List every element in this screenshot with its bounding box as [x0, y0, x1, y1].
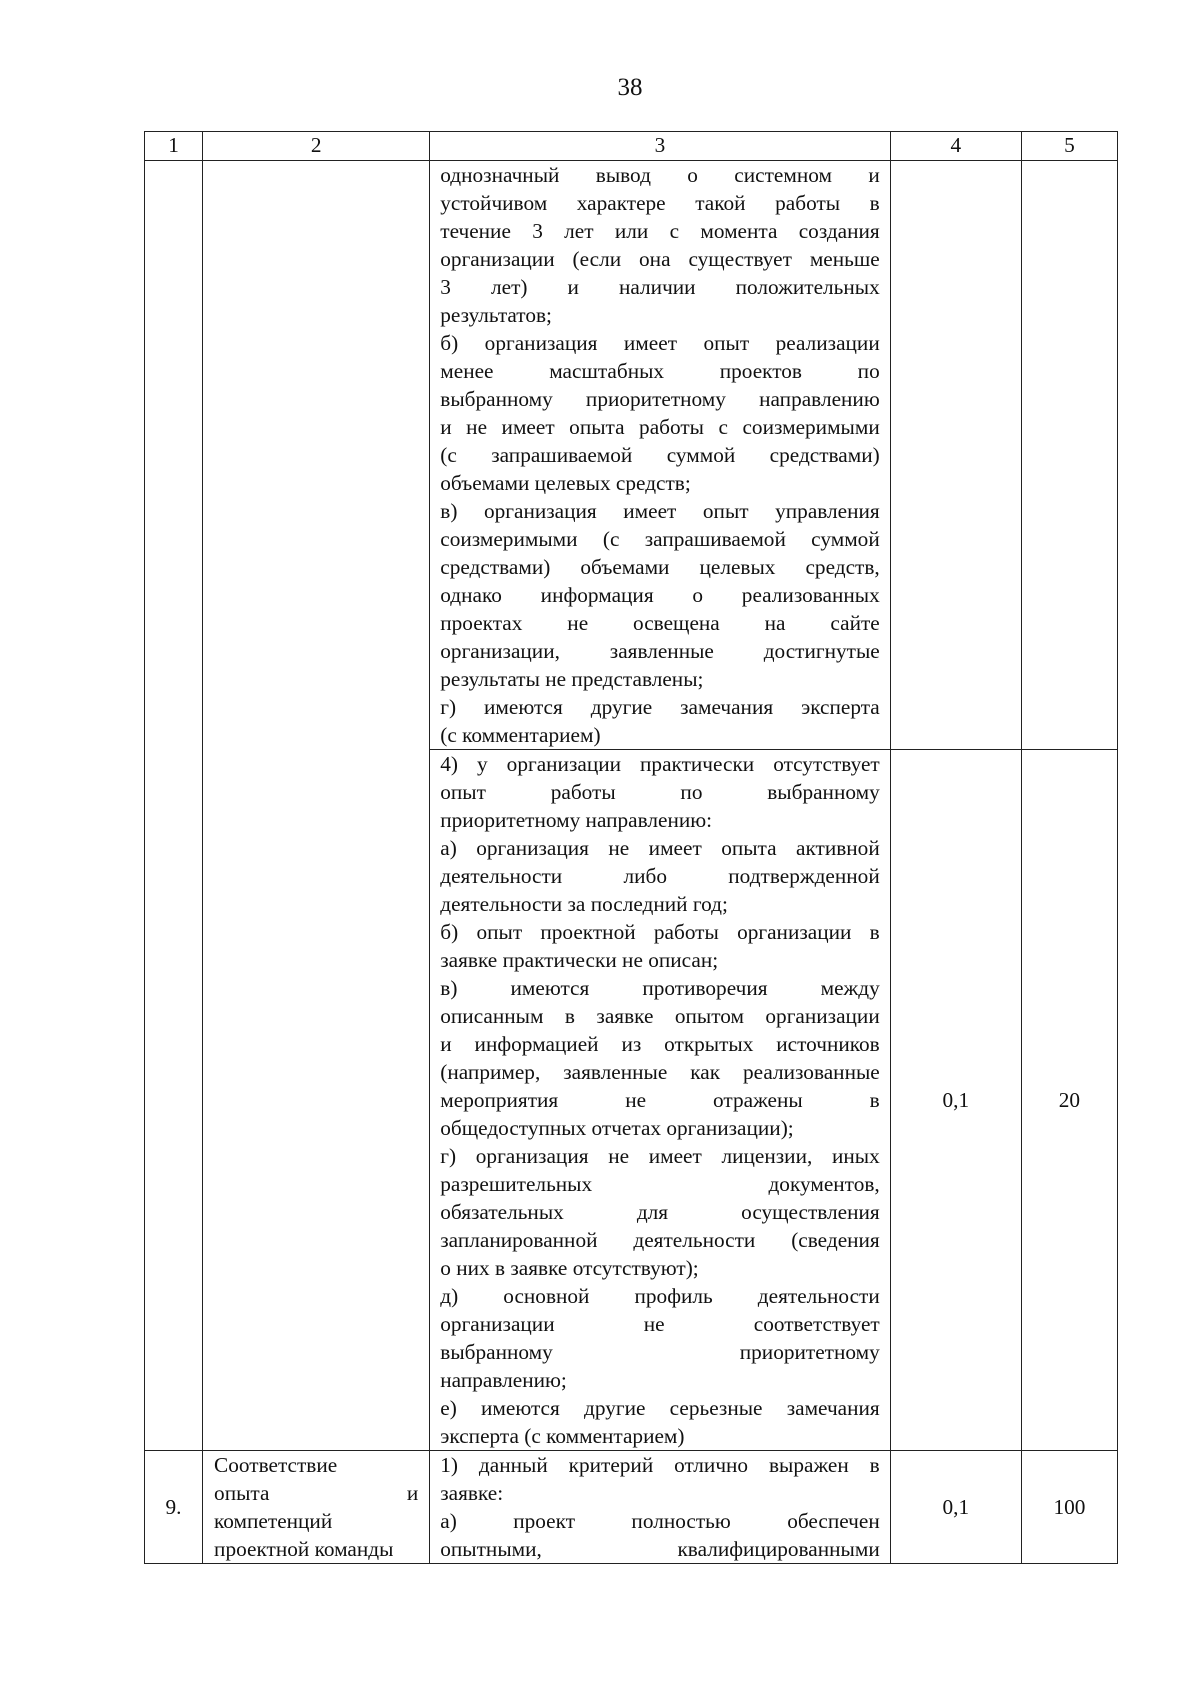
row-8-criterion-cell — [203, 161, 430, 1451]
score-cell-empty — [1021, 161, 1117, 750]
text-line: Соответствие — [214, 1453, 338, 1477]
text-line: разрешительных документов, — [440, 1172, 880, 1196]
text-line: 1) данный критерий отлично выражен в — [440, 1453, 880, 1477]
table-header-row — [145, 132, 1118, 161]
text-line: объемами целевых средств; — [440, 471, 691, 495]
table-row — [145, 161, 1118, 750]
text-line: г) имеются другие замечания эксперта — [440, 695, 880, 719]
header-col-1: 1 — [145, 132, 203, 161]
text-line: течение 3 лет или с момента создания — [440, 219, 880, 243]
criterion-description-cell — [430, 1451, 890, 1564]
text-line: опытными, квалифицированными — [440, 1537, 880, 1561]
text-line: проектах не освещена на сайте — [440, 611, 880, 635]
description-lines — [440, 161, 879, 749]
text-line: а) организация не имеет опыта активной — [440, 836, 880, 860]
text-line: направлению; — [440, 1368, 567, 1392]
text-line: общедоступных отчетах организации); — [440, 1116, 794, 1140]
header-col-4: 4 — [890, 132, 1021, 161]
weight-cell: 0,1 — [890, 1451, 1021, 1564]
header-col-2: 2 — [203, 132, 430, 161]
text-line: деятельности за последний год; — [440, 892, 728, 916]
text-line: организации, заявленные достигнутые — [440, 639, 880, 663]
text-line: (с запрашиваемой суммой средствами) — [440, 443, 880, 467]
criterion-name-lines — [214, 1451, 418, 1563]
text-line: приоритетному направлению: — [440, 808, 713, 832]
text-line: компетенций — [214, 1509, 333, 1533]
text-line: описанным в заявке опытом организации — [440, 1004, 880, 1028]
text-line: в) имеются противоречия между — [440, 976, 880, 1000]
text-line: а) проект полностью обеспечен — [440, 1509, 880, 1533]
text-line: проектной команды — [214, 1537, 394, 1561]
text-line: менее масштабных проектов по — [440, 359, 880, 383]
text-line: выбранному приоритетному — [440, 1340, 880, 1364]
description-lines — [440, 750, 879, 1450]
weight-cell: 0,1 — [890, 750, 1021, 1451]
text-line: д) основной профиль деятельности — [440, 1284, 880, 1308]
score-cell: 20 — [1021, 750, 1117, 1451]
score-cell: 100 — [1021, 1451, 1117, 1564]
text-line: 4) у организации практически отсутствует — [440, 752, 880, 776]
text-line: опыт работы по выбранному — [440, 780, 880, 804]
criterion-name-cell — [203, 1451, 430, 1564]
header-col-3: 3 — [430, 132, 890, 161]
text-line: о них в заявке отсутствуют); — [440, 1256, 699, 1280]
text-line: (например, заявленные как реализованные — [440, 1060, 880, 1084]
text-line: в) организация имеет опыт управления — [440, 499, 880, 523]
text-line: заявке: — [440, 1481, 504, 1505]
text-line: е) имеются другие серьезные замечания — [440, 1396, 880, 1420]
weight-cell-empty — [890, 161, 1021, 750]
criterion-description-cell — [430, 750, 890, 1451]
table-row — [145, 1451, 1118, 1564]
text-line: заявке практически не описан; — [440, 948, 719, 972]
text-line: средствами) объемами целевых средств, — [440, 555, 880, 579]
text-line: организации (если она существует меньше — [440, 247, 880, 271]
text-line: результаты не представлены; — [440, 667, 704, 691]
text-line: б) организация имеет опыт реализации — [440, 331, 880, 355]
text-line: и информацией из открытых источников — [440, 1032, 880, 1056]
text-line: г) организация не имеет лицензии, иных — [440, 1144, 880, 1168]
criteria-table — [144, 131, 1118, 1564]
text-line: б) опыт проектной работы организации в — [440, 920, 880, 944]
text-line: и не имеет опыта работы с соизмеримыми — [440, 415, 880, 439]
text-line: эксперта (с комментарием) — [440, 1424, 685, 1448]
row-8-number-cell — [145, 161, 203, 1451]
description-lines — [440, 1451, 879, 1563]
text-line: 3 лет) и наличии положительных — [440, 275, 880, 299]
text-line: деятельности либо подтвержденной — [440, 864, 880, 888]
text-line: организации не соответствует — [440, 1312, 880, 1336]
text-line: обязательных для осуществления — [440, 1200, 880, 1224]
text-line: однозначный вывод о системном и — [440, 163, 880, 187]
criterion-description-cell — [430, 161, 890, 750]
text-line: (с комментарием) — [440, 723, 601, 747]
text-line: устойчивом характере такой работы в — [440, 191, 880, 215]
text-line: выбранному приоритетному направлению — [440, 387, 880, 411]
header-col-5: 5 — [1021, 132, 1117, 161]
text-line: опыта и — [214, 1481, 419, 1505]
text-line: запланированной деятельности (сведения — [440, 1228, 880, 1252]
text-line: мероприятия не отражены в — [440, 1088, 880, 1112]
row-number-cell: 9. — [145, 1451, 203, 1564]
text-line: однако информация о реализованных — [440, 583, 880, 607]
text-line: соизмеримыми (с запрашиваемой суммой — [440, 527, 880, 551]
page-number: 38 — [617, 74, 643, 101]
text-line: результатов; — [440, 303, 552, 327]
